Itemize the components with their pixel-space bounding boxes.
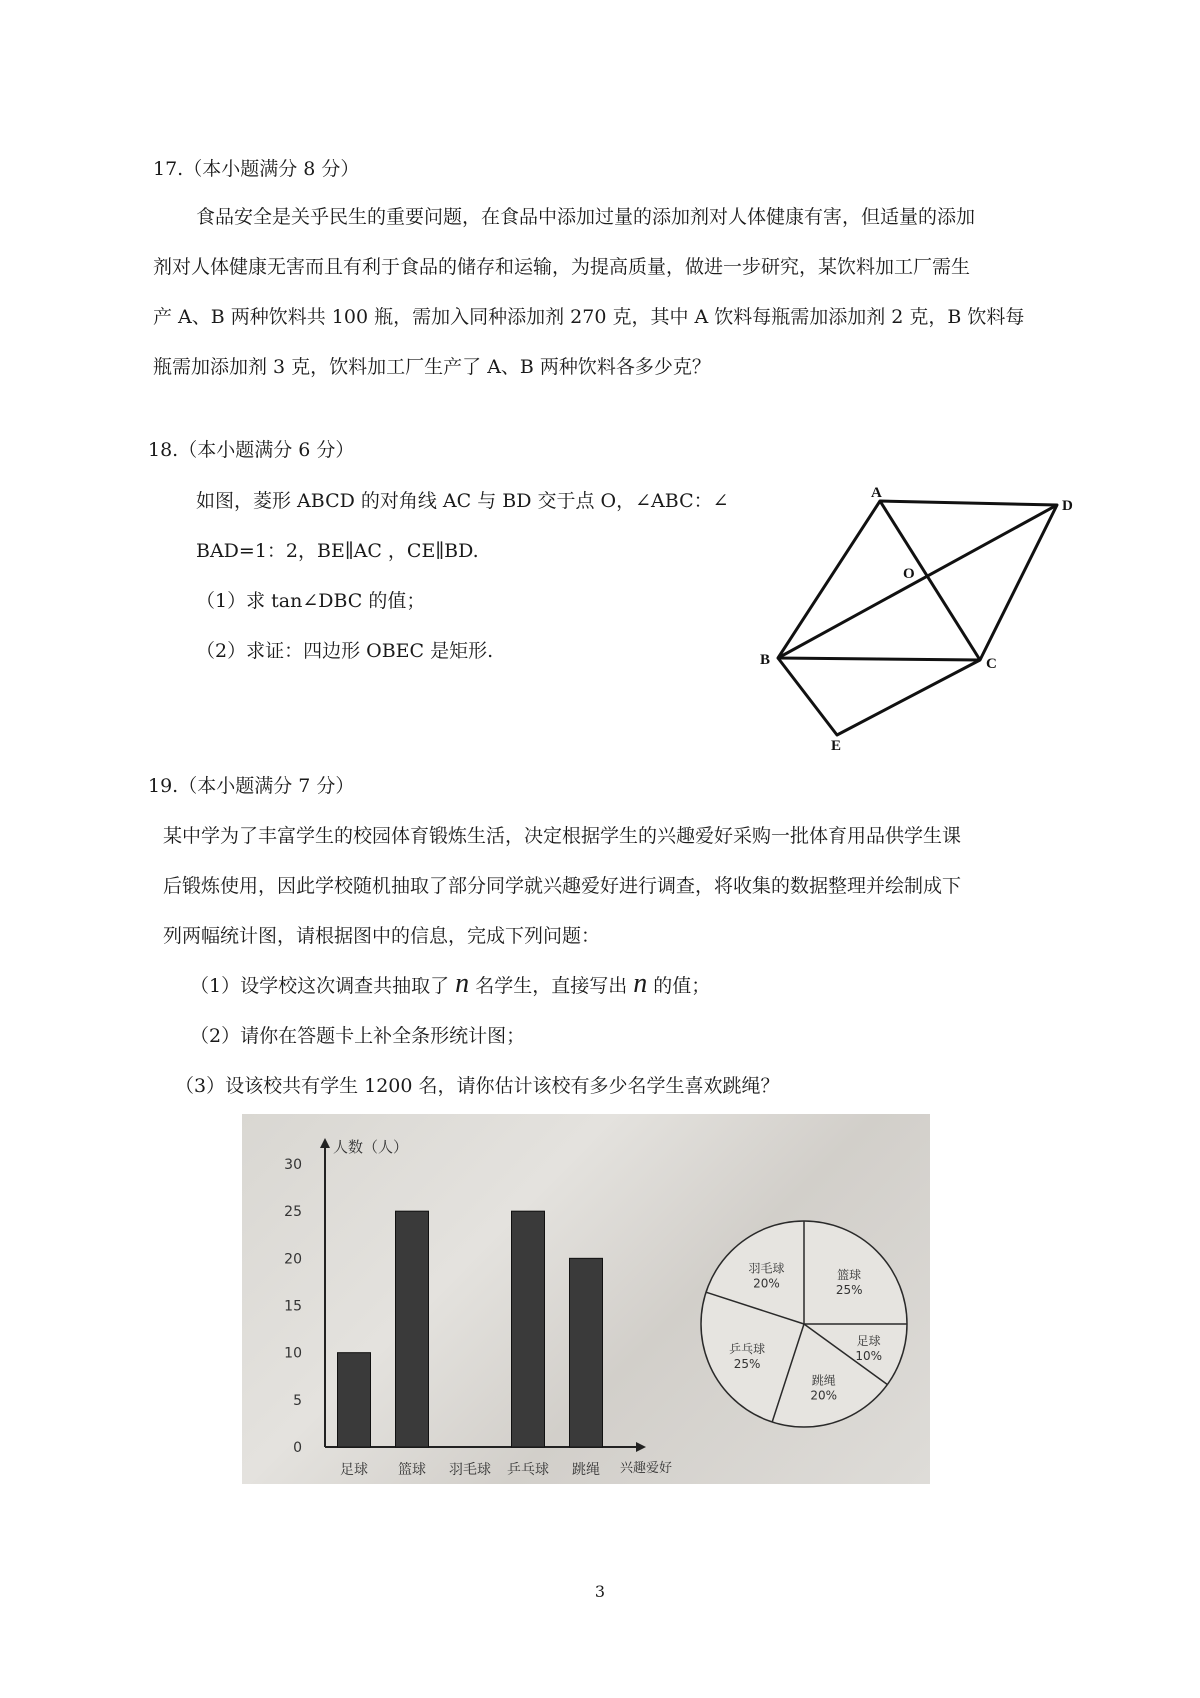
q17-line-1: 食品安全是关乎民生的重要问题，在食品中添加过量的添加剂对人体健康有害，但适量的添加 (196, 206, 976, 228)
pie-slice-name: 羽毛球 (748, 1261, 785, 1276)
label-o: O (903, 566, 915, 582)
q19-part-1-text-a: （1）设学校这次调查共抽取了 (190, 975, 450, 997)
statistics-charts-photo (242, 1114, 930, 1484)
q19-part-1-text-c: 的值； (653, 975, 711, 997)
y-tick-label: 25 (284, 1204, 302, 1221)
bar (338, 1353, 371, 1447)
x-tick-label: 足球 (340, 1462, 368, 1478)
q18-part-1: （1）求 tan∠DBC 的值； (196, 590, 426, 612)
diagonal-ac (880, 501, 980, 660)
q17-line-4: 瓶需加添加剂 3 克，饮料加工厂生产了 A、B 两种饮料各多少克？ (153, 356, 711, 378)
bar (570, 1258, 603, 1447)
pie-slice-label (729, 1341, 765, 1371)
bar-chart (284, 1138, 672, 1478)
q17-line-2: 剂对人体健康无害而且有利于食品的储存和运输，为提高质量，做进一步研究，某饮料加工厂需生 (153, 256, 971, 278)
y-tick-label: 20 (284, 1251, 302, 1268)
pie-chart (701, 1221, 907, 1427)
q18-header: 18.（本小题满分 6 分） (148, 439, 355, 461)
pie-slice-name: 跳绳 (811, 1373, 836, 1388)
q18-line-1: 如图，菱形 ABCD 的对角线 AC 与 BD 交于点 O，∠ABC：∠ (196, 490, 729, 512)
pie-slice-label (748, 1260, 784, 1290)
x-axis-arrow (636, 1442, 646, 1452)
q17-line-3: 产 A、B 两种饮料共 100 瓶，需加入同种添加剂 270 克，其中 A 饮料每瓶需加添加剂 2 克，B 饮料每 (153, 306, 1025, 328)
diagonal-bd (778, 505, 1057, 658)
rhombus-figure (750, 485, 1090, 750)
q19-header: 19.（本小题满分 7 分） (148, 775, 355, 797)
label-e: E (831, 738, 842, 750)
x-tick-label: 跳绳 (572, 1462, 600, 1478)
y-axis-label: 人数（人） (333, 1138, 409, 1156)
pie-slice-label (810, 1373, 837, 1403)
q19-part-1 (190, 968, 711, 1000)
segments-be-ec (778, 658, 980, 735)
pie-slice-percent: 25% (835, 1282, 863, 1297)
q19-part-3: （3）设该校共有学生 1200 名，请你估计该校有多少名学生喜欢跳绳？ (175, 1075, 780, 1097)
x-tick-label: 篮球 (398, 1462, 426, 1478)
y-tick-label: 30 (284, 1157, 302, 1173)
q19-part-1-text-b: 名学生，直接写出 (475, 975, 628, 997)
y-tick-label: 15 (284, 1298, 302, 1315)
pie-slice-percent: 20% (753, 1276, 780, 1291)
label-a: A (871, 485, 882, 501)
pie-slice-name: 乒乓球 (729, 1341, 766, 1356)
q17-header: 17.（本小题满分 8 分） (153, 158, 360, 180)
pie-slice-name: 篮球 (837, 1267, 862, 1282)
q19-line-1: 某中学为了丰富学生的校园体育锻炼生活，决定根据学生的兴趣爱好采购一批体育用品供学生课 (163, 825, 962, 847)
x-tick-label: 乒乓球 (507, 1462, 549, 1478)
pie-slice-label (855, 1333, 882, 1363)
pie-slice-name: 足球 (856, 1334, 881, 1349)
page-number: 3 (594, 1582, 606, 1601)
pie-slice-percent: 25% (733, 1356, 761, 1371)
y-tick-label: 0 (293, 1440, 302, 1456)
q18-line-2: BAD=1：2，BE∥AC ，CE∥BD. (196, 540, 479, 562)
x-tick-label: 羽毛球 (449, 1462, 491, 1478)
pie-slice-percent: 10% (855, 1349, 882, 1364)
bar (512, 1211, 545, 1447)
y-axis-arrow (320, 1138, 330, 1148)
pie-slice-percent: 20% (810, 1388, 838, 1403)
label-c: C (986, 656, 997, 672)
x-axis-label: 兴趣爱好 (620, 1461, 673, 1476)
q19-line-2: 后锻炼使用，因此学校随机抽取了部分同学就兴趣爱好进行调查，将收集的数据整理并绘制成下 (163, 875, 962, 897)
variable-n: n (455, 968, 470, 999)
y-tick-label: 5 (293, 1392, 302, 1409)
label-d: D (1062, 498, 1073, 514)
label-b: B (760, 652, 771, 668)
y-tick-label: 10 (284, 1345, 302, 1362)
q18-part-2: （2）求证：四边形 OBEC 是矩形. (196, 640, 494, 662)
pie-slice-label (836, 1267, 863, 1297)
q19-part-2: （2）请你在答题卡上补全条形统计图； (190, 1025, 526, 1047)
bar (396, 1211, 429, 1447)
q19-line-3: 列两幅统计图，请根据图中的信息，完成下列问题： (163, 925, 601, 947)
variable-n: n (633, 968, 648, 999)
